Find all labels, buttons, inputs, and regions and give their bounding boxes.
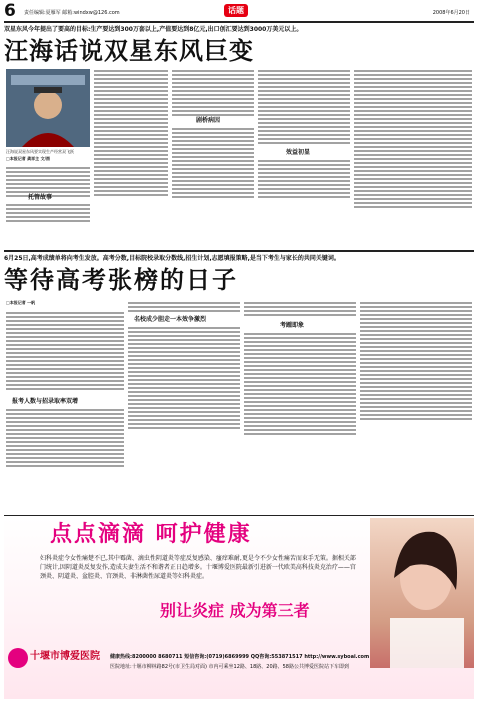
article2-col-2b — [128, 325, 240, 431]
ad-tagline: 别让炎症 成为第三者 — [160, 601, 310, 620]
subhead-jianqiao: 剧桥病因 — [196, 117, 221, 124]
ad-body-text: 妇科炎症令女性痛楚不已,其中霉菌、滴虫性阴道炎等症反复感染、瘙痒难耐,更是令不少女性痛苦而束手无策。据相关部门统计,因阴道炎反复发作,造成夫妻生活不和谐者正日趋增多。十堰博爱医院最新引进新一代欧美高科技炎克治疗——宫颈炎、阴道炎、盆腔炎、宫颈炎、非淋菌性尿道炎等妇科炎症。 — [40, 555, 356, 580]
section-tag: 话题 — [224, 4, 248, 17]
article2-col-1 — [6, 310, 124, 392]
article1-col-3b — [172, 126, 254, 200]
ad-contact: 健康热线:8200000 8680711 短信咨询:(0719)6869999 QQ咨询:553871517 http://www.syboai.com — [110, 654, 370, 660]
subhead-tuoguan: 托管故事 — [28, 194, 53, 201]
article1-col-2 — [94, 68, 168, 198]
article1-col-5 — [354, 68, 472, 210]
article2-byline: □本报记者 一帆 — [6, 300, 36, 305]
article1-col-3 — [172, 68, 254, 118]
article1-col-4 — [258, 68, 350, 146]
article1-headline: 汪海话说双星东风巨变 — [4, 37, 254, 65]
ad-slogan: 点点滴滴 呵护健康 — [50, 522, 252, 547]
ad-hospital-name: 十堰市博爱医院 — [30, 651, 100, 662]
model-illustration — [370, 518, 474, 668]
article1-col-1b — [6, 202, 90, 224]
article1-kicker: 双星东风今年提出了要高的目标:生产要达到300万套以上,产值要达到8亿元,出口创汇要达到3000万美元以上。 — [4, 26, 303, 33]
article1-photo — [6, 69, 90, 147]
date-line: 2008年6月20日 — [432, 10, 470, 16]
article-divider — [4, 250, 474, 252]
subhead-xiaoyi: 效益初显 — [286, 149, 311, 156]
article2-col-1b — [6, 407, 124, 469]
photo-caption: 汪海说双星东风要实现生产经营双飞跃 — [6, 149, 74, 154]
article1-byline: □本报记者 龚祥主 文/图 — [6, 156, 51, 161]
ad-address: 医院地址:十堰市柳林路82号(市卫生局对面) 市内可乘坐12路、18路、20路、58路公共博爱医院站下车即到 — [110, 664, 349, 670]
subhead-mingxiao: 名校成少胆走一本效争激烈 — [134, 316, 207, 323]
article2-col-4 — [360, 300, 472, 422]
article2-col-3 — [244, 300, 356, 318]
ad-divider — [4, 515, 474, 516]
article2-col-2 — [128, 300, 240, 314]
article2-headline: 等待高考张榜的日子 — [4, 266, 238, 294]
subhead-kaoti: 考踵即象 — [280, 322, 305, 329]
article2-kicker: 6月25日,高考成绩单将向考生发放。高考分数,目标院校录取分数线,招生计划,志愿填报策略,是当下考生与家长的共同关键词。 — [4, 255, 340, 262]
article2-col-3b — [244, 331, 356, 437]
subhead-baokao: 报考人数与招录取率双增 — [12, 398, 79, 405]
editor-line: 责任编辑:夏雁军 邮箱:windxw@126.com — [24, 10, 120, 16]
article1-col-4b — [258, 158, 350, 200]
hospital-logo-icon — [8, 648, 28, 668]
header-rule — [4, 21, 474, 23]
portrait-illustration — [6, 69, 90, 147]
ad-model-photo — [370, 518, 474, 668]
page-number: 6 — [4, 1, 16, 21]
